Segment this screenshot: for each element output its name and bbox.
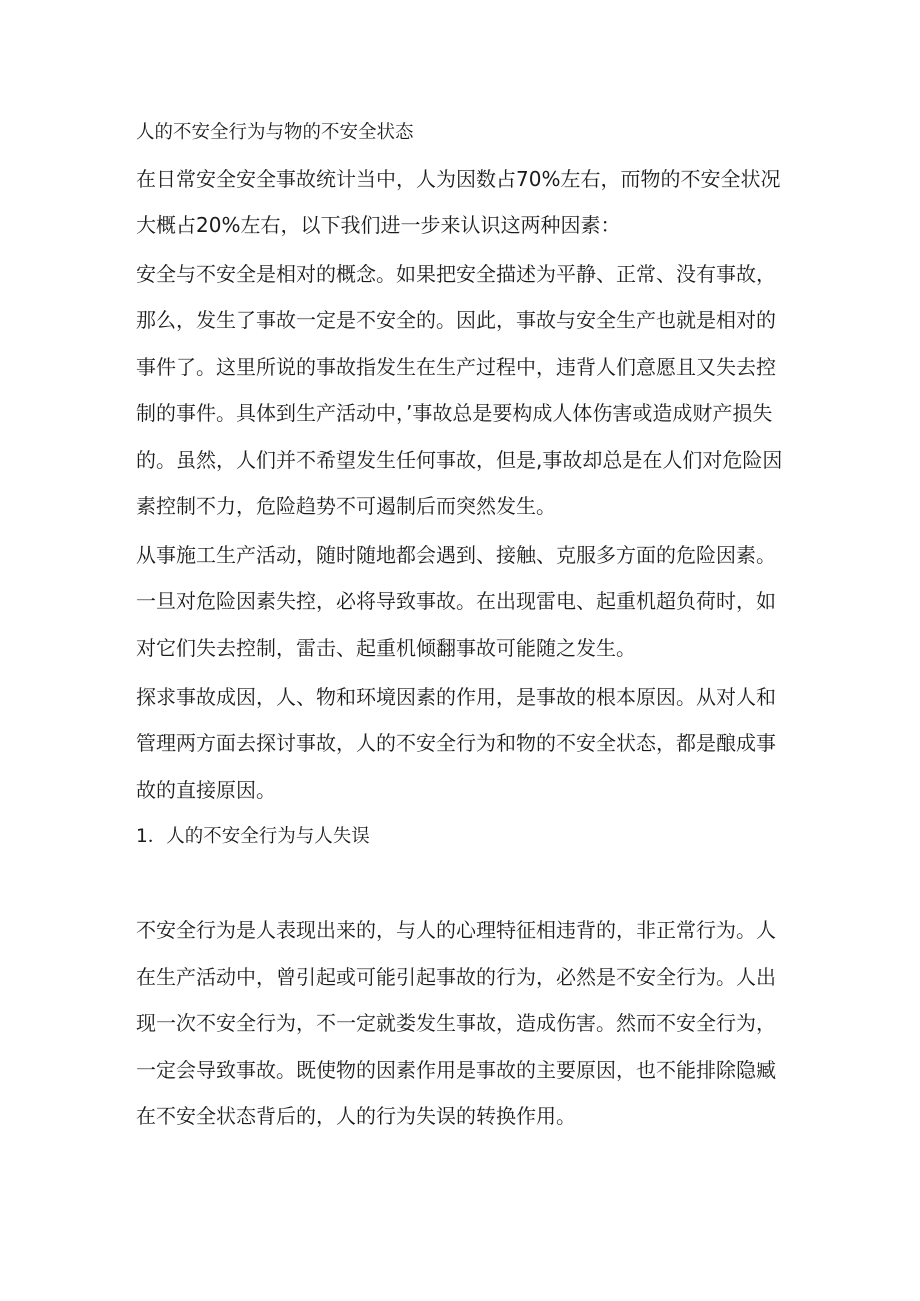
text-line: 一定会导致事故。既使物的因素作用是事故的主要原因，也不能排除隐臧: [136, 1058, 776, 1082]
text-line: 素控制不力，危险趋势不可遏制后而突然发生。: [136, 494, 556, 518]
text-line: 管理两方面去探讨事故，人的不安全行为和物的不安全状态，都是酿成事: [136, 731, 776, 755]
text-line: 不安全行为是人表现出来的，与人的心理特征相违背的，非正常行为。人: [136, 918, 776, 942]
text-line: 在不安全状态背后的，人的行为失误的转换作用。: [136, 1104, 576, 1128]
text-line: 在日常安全安全事故统计当中，人为因数占70%左右，而物的不安全状况: [136, 167, 781, 191]
text-line: 制的事件。具体到生产活动中，’事故总是要构成人体伤害或造成财产损失: [136, 401, 773, 425]
text-line: 对它们失去控制，雷击、起重机倾翻事故可能随之发生。: [136, 636, 636, 660]
text-line: 从事施工生产活动，随时随地都会遇到、接触、克服多方面的危险因素。: [136, 543, 776, 567]
text-line: 现一次不安全行为，不一定就娄发生事故，造成伤害。然而不安全行为，: [136, 1011, 776, 1035]
text-line: 的。虽然，人们并不希望发生任何事故，但是,事故却总是在人们对危险因: [136, 448, 783, 472]
text-line: 那么，发生了事故一定是不安全的。因此，事故与安全生产也就是相对的: [136, 308, 776, 332]
section-heading: 1．人的不安全行为与人失误: [136, 826, 370, 847]
text-line: 探求事故成因，人、物和环境因素的作用，是事故的根本原因。从对人和: [136, 685, 776, 709]
text-line: 故的直接原因。: [136, 778, 276, 802]
text-line: 安全与不安全是相对的概念。如果把安全描述为平静、正常、没有事故，: [136, 262, 776, 286]
document-title: 人的不安全行为与物的不安全状态: [136, 122, 414, 143]
text-line: 一旦对危险因素失控，必将导致事故。在出现雷电、起重机超负荷时，如: [136, 589, 776, 613]
text-line: 在生产活动中，曾引起或可能引起事故的行为，必然是不安全行为。人出: [136, 965, 776, 989]
text-line: 大概占20%左右，以下我们进一步来认识这两种因素：: [136, 213, 621, 237]
text-line: 事件了。这里所说的事故指发生在生产过程中，违背人们意愿且又失去控: [136, 355, 776, 379]
